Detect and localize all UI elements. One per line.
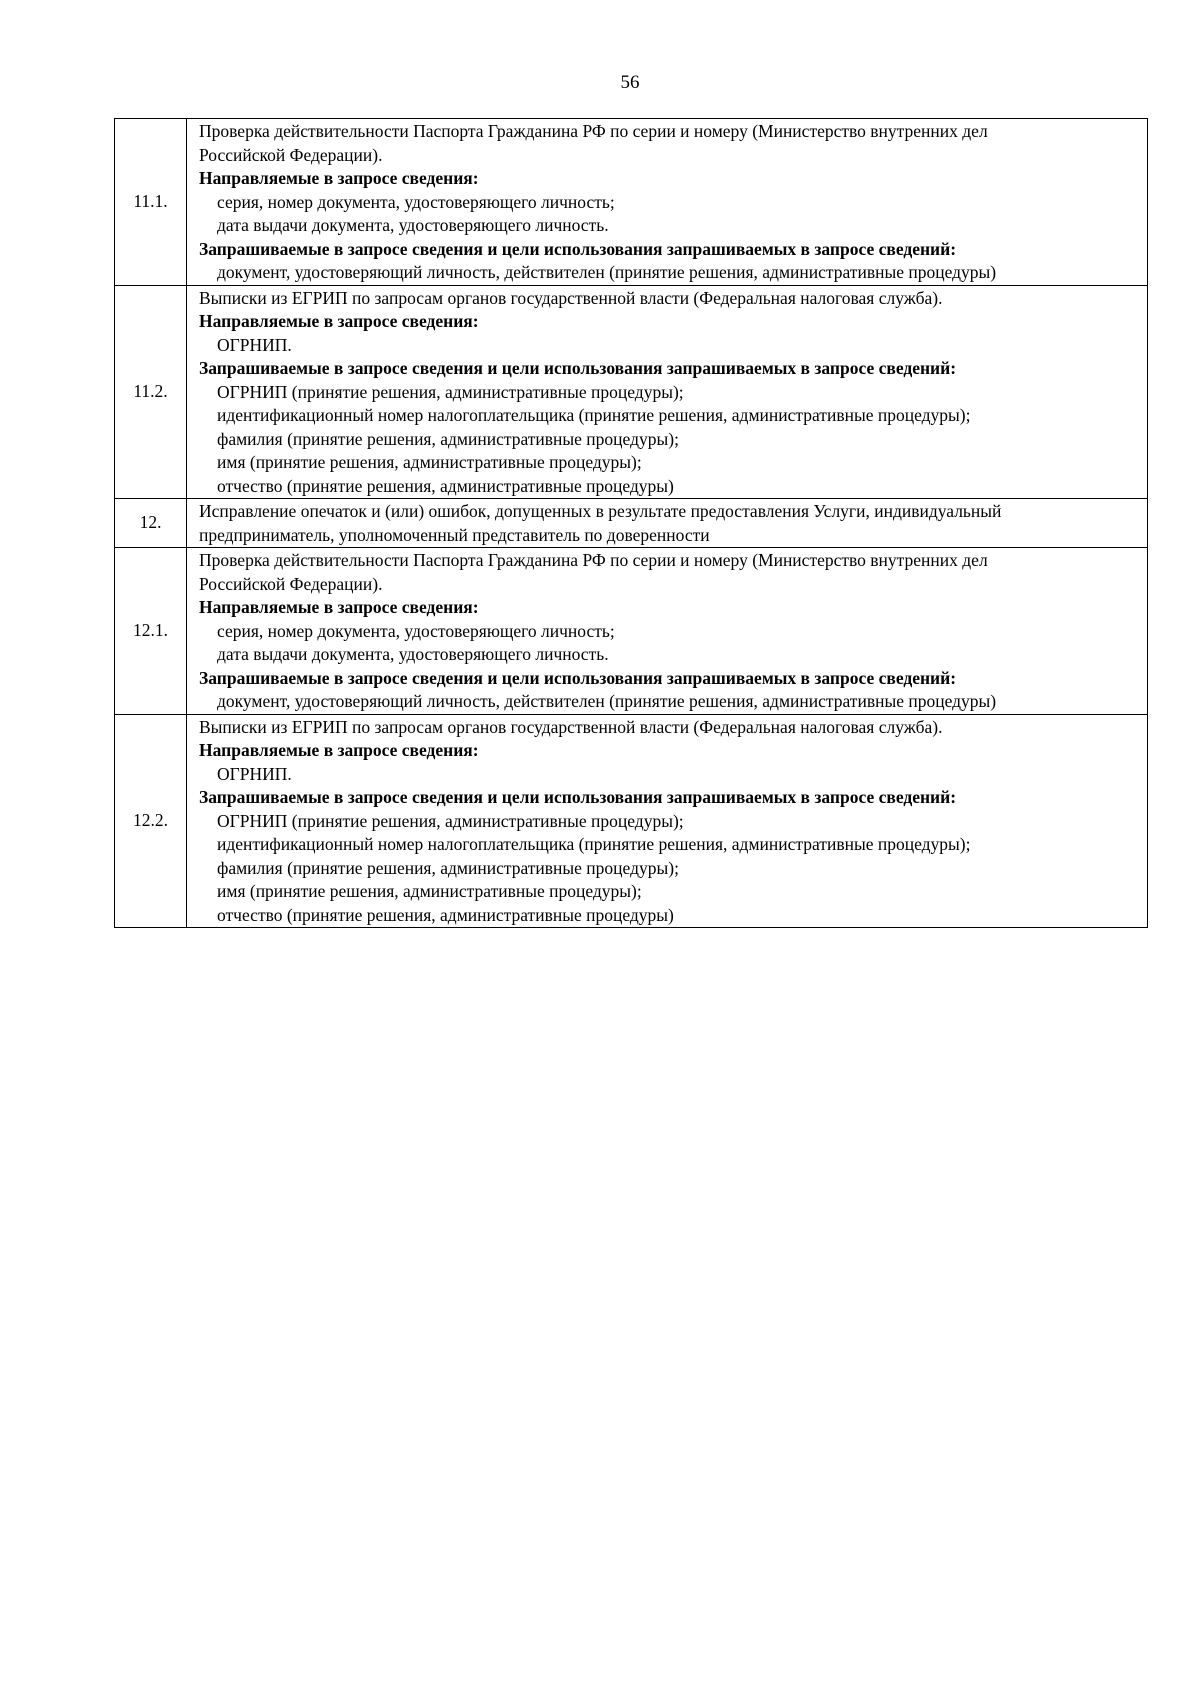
- row-number: 11.2.: [115, 285, 187, 499]
- content-line: фамилия (принятие решения, административные процедуры);: [217, 857, 679, 878]
- row-content: [187, 119, 1148, 286]
- content-line: дата выдачи документа, удостоверяющего личность.: [217, 644, 609, 664]
- table-row: [115, 714, 1148, 928]
- content-line: дата выдачи документа, удостоверяющего личность.: [217, 215, 609, 235]
- content-line: ОГРНИП (принятие решения, административные процедуры);: [217, 381, 684, 402]
- content-line: документ, удостоверяющий личность, действителен (принятие решения, административные процедуры): [217, 691, 997, 711]
- content-line: документ, удостоверяющий личность, действителен (принятие решения, административные процедуры): [217, 262, 997, 282]
- table-row: [115, 119, 1148, 286]
- content-line: ОГРНИП.: [217, 763, 292, 784]
- content-line: отчество (принятие решения, административные процедуры): [217, 904, 674, 925]
- content-line: ОГРНИП (принятие решения, административные процедуры);: [217, 810, 684, 831]
- content-line: Проверка действительности Паспорта Гражданина РФ по серии и номеру (Министерство внутренних дел: [199, 121, 988, 141]
- content-line: ОГРНИП.: [217, 334, 292, 355]
- section-heading: Запрашиваемые в запросе сведения и цели использования запрашиваемых в запросе сведений:: [199, 667, 957, 688]
- content-line: Российской Федерации).: [199, 573, 383, 594]
- section-heading: Направляемые в запросе сведения:: [199, 597, 479, 617]
- section-heading: Направляемые в запросе сведения:: [199, 740, 479, 760]
- content-line: предприниматель, уполномоченный представитель по доверенности: [199, 524, 710, 545]
- section-heading: Направляемые в запросе сведения:: [199, 311, 479, 331]
- row-number: 12.: [115, 499, 187, 548]
- content-line: идентификационный номер налогоплательщика (принятие решения, административные процедуры);: [217, 834, 971, 854]
- services-table: [114, 118, 1148, 928]
- row-number: 12.2.: [115, 714, 187, 928]
- content-line: серия, номер документа, удостоверяющего личность;: [217, 620, 615, 641]
- row-content: [187, 499, 1148, 548]
- content-line: Российской Федерации).: [199, 144, 383, 165]
- content-line: Исправление опечаток и (или) ошибок, допущенных в результате предоставления Услуги, индивидуальный: [199, 501, 1002, 521]
- content-line: идентификационный номер налогоплательщика (принятие решения, административные процедуры);: [217, 405, 971, 425]
- row-number: 11.1.: [115, 119, 187, 286]
- row-content: [187, 285, 1148, 499]
- row-number: 12.1.: [115, 548, 187, 715]
- section-heading: Направляемые в запросе сведения:: [199, 168, 479, 188]
- section-heading: Запрашиваемые в запросе сведения и цели использования запрашиваемых в запросе сведений:: [199, 358, 957, 378]
- section-heading: Запрашиваемые в запросе сведения и цели использования запрашиваемых в запросе сведений:: [199, 238, 957, 259]
- table-body: [115, 119, 1148, 928]
- content-line: отчество (принятие решения, административные процедуры): [217, 475, 674, 496]
- content-line: имя (принятие решения, административные процедуры);: [217, 881, 642, 901]
- content-line: Выписки из ЕГРИП по запросам органов государственной власти (Федеральная налоговая служба).: [199, 716, 943, 737]
- content-line: Проверка действительности Паспорта Гражданина РФ по серии и номеру (Министерство внутренних дел: [199, 550, 988, 570]
- content-line: фамилия (принятие решения, административные процедуры);: [217, 428, 679, 449]
- row-content: [187, 548, 1148, 715]
- content-line: серия, номер документа, удостоверяющего личность;: [217, 191, 615, 212]
- content-line: Выписки из ЕГРИП по запросам органов государственной власти (Федеральная налоговая служба).: [199, 287, 943, 308]
- table-row: [115, 548, 1148, 715]
- content-line: имя (принятие решения, административные процедуры);: [217, 452, 642, 472]
- page-number: 56: [620, 72, 640, 93]
- section-heading: Запрашиваемые в запросе сведения и цели использования запрашиваемых в запросе сведений:: [199, 787, 957, 807]
- row-content: [187, 714, 1148, 928]
- table-row: [115, 285, 1148, 499]
- table-row: [115, 499, 1148, 548]
